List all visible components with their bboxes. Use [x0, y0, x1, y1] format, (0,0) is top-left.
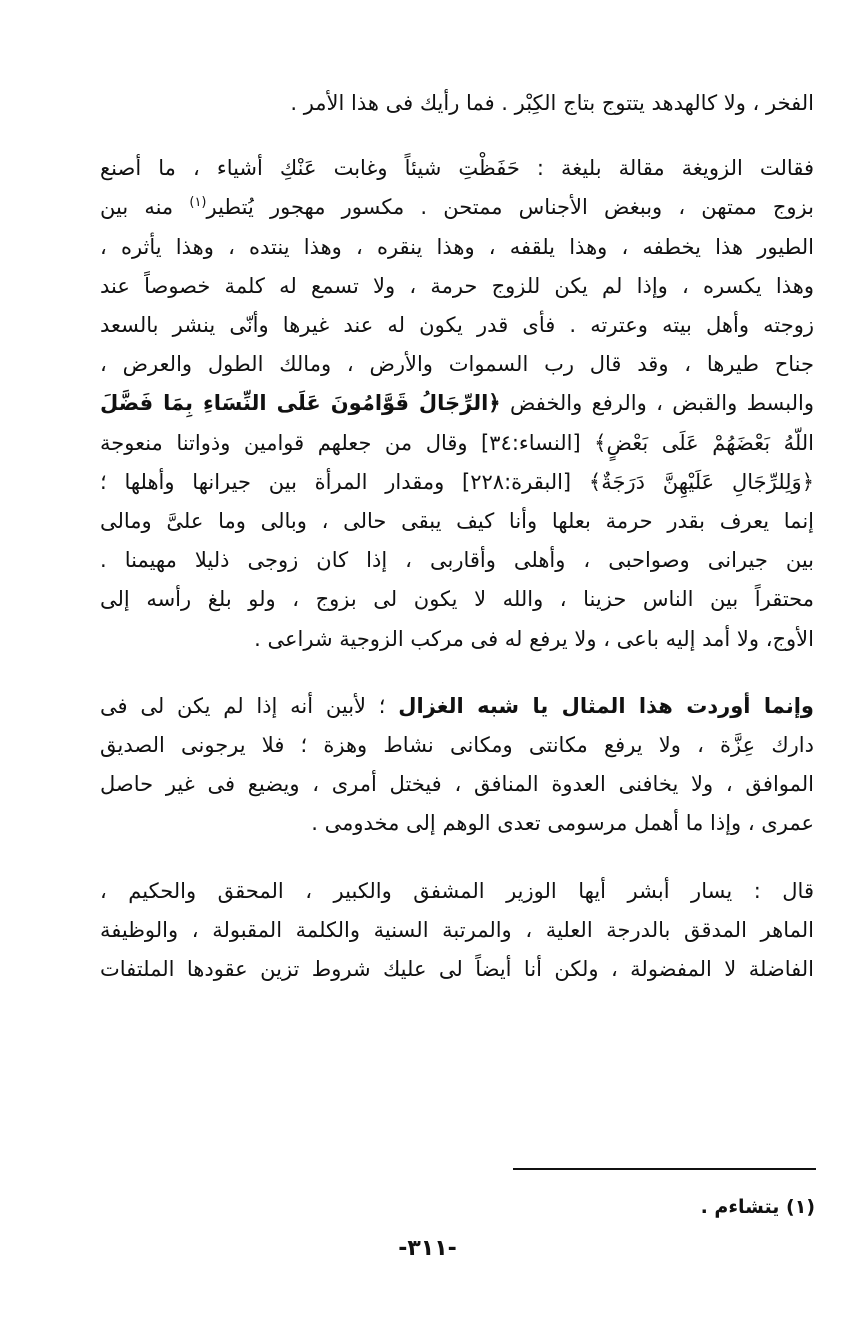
text-line: الأوج، ولا أمد إليه باعى ، ولا يرفع له فى مركب الزوجية شراعى .: [254, 626, 814, 651]
footnote-marker: (١): [189, 195, 207, 211]
text-line: إنما يعرف بقدر حرمة بعلها وأنا كيف يبقى حالى ، وبالى وما علىَّ ومالى: [100, 509, 814, 534]
quran-verse: ﴿الرِّجَالُ قَوَّامُونَ عَلَى النِّسَاءِ بِمَا فَضَّلَ: [100, 391, 501, 416]
text-line: زوجته وأهل بيته وعترته . فأى قدر يكون له عند غيرها وأنّى ينشر بالسعد: [100, 313, 814, 338]
text-line: عمرى ، وإذا ما أهمل مرسومى تعدى الوهم إلى مخدومى .: [311, 811, 814, 836]
text-line: الموافق ، ولا يخافنى العدوة المنافق ، فيختل أمرى ، ويضيع فى غير حاصل: [100, 772, 814, 797]
page-body: [100, 84, 814, 989]
text-line: الفخر ، ولا كالهدهد يتتوج بتاج الكِبْر . فما رأيك فى هذا الأمر .: [290, 91, 814, 115]
text-line: دارك عِزَّة ، ولا يرفع مكانتى ومكانى نشاط وهزة ؛ فلا يرجونى الصديق: [100, 733, 814, 758]
text-line: اللّهُ بَعْضَهُمْ عَلَى بَعْضٍ﴾ [النساء:٣٤] وقال من جعلهم قوامين وذواتنا منعوجة: [100, 430, 814, 455]
text-line: الماهر المدقق بالدرجة العلية ، والمرتبة السنية والكلمة المقبولة ، والوظيفة: [100, 917, 814, 942]
text-line: ﴿وَلِلرِّجَالِ عَلَيْهِنَّ دَرَجَةٌ﴾ [البقرة:٢٢٨] ومقدار المرأة بين جيرانها وأهلها ؛: [100, 469, 814, 494]
paragraph-4: [100, 872, 814, 990]
text-line: جناح طيرها ، وقد قال رب السموات والأرض ، ومالك الطول والعرض ،: [100, 352, 814, 377]
page-number: -٣١١-: [398, 1236, 457, 1261]
lead-phrase: وإنما أوردت هذا المثال يا شبه الغزال: [398, 693, 814, 718]
paragraph-1: [100, 84, 814, 123]
text-line-with-quran: والبسط والقبض ، والرفع والخفض ﴿الرِّجَالُ قَوَّامُونَ عَلَى النِّسَاءِ بِمَا فَضَّلَ: [100, 391, 814, 416]
text-line: الطيور هذا يخطفه ، وهذا يلقفه ، وهذا ينقره ، وهذا ينتده ، وهذا يأثره ،: [100, 234, 814, 259]
footnote-divider: [513, 1168, 816, 1170]
text-line: قال : يسار أبشر أيها الوزير المشفق والكبير ، المحقق والحكيم ،: [100, 878, 814, 903]
text-line-with-lead: وإنما أوردت هذا المثال يا شبه الغزال ؛ لأبين أنه إذا لم يكن لى فى: [100, 693, 814, 718]
paragraph-2: [100, 149, 814, 659]
text-line: الفاضلة لا المفضولة ، ولكن أنا أيضاً لى عليك شروط تزين عقودها الملتفات: [100, 957, 814, 982]
text-line: بين جيرانى وصواحبى ، وأهلى وأقاربى ، إذا كان زوجى ذليلا مهيمنا .: [100, 548, 814, 573]
paragraph-3: [100, 687, 814, 844]
text-line: فقالت الزويغة مقالة بليغة : حَفَظْتِ شيئاً وغابت عَنْكِ أشياء ، ما أصنع: [100, 156, 814, 181]
text-line: وهذا يكسره ، وإذا لم يكن للزوج حرمة ، ولا تسمع له كلمة خصوصاً عند: [100, 273, 814, 298]
text-line-with-footnote: بزوج ممتهن ، وببغض الأجناس ممتحن . مكسور مهجور يُتطير$^{(١)}$ منه بين: [100, 195, 814, 220]
text-line: محتقراً بين الناس حزينا ، والله لا يكون لى بزوج ، ولو بلغ رأسه إلى: [100, 587, 814, 612]
footnote: (١) يتشاءم .: [700, 1196, 815, 1218]
